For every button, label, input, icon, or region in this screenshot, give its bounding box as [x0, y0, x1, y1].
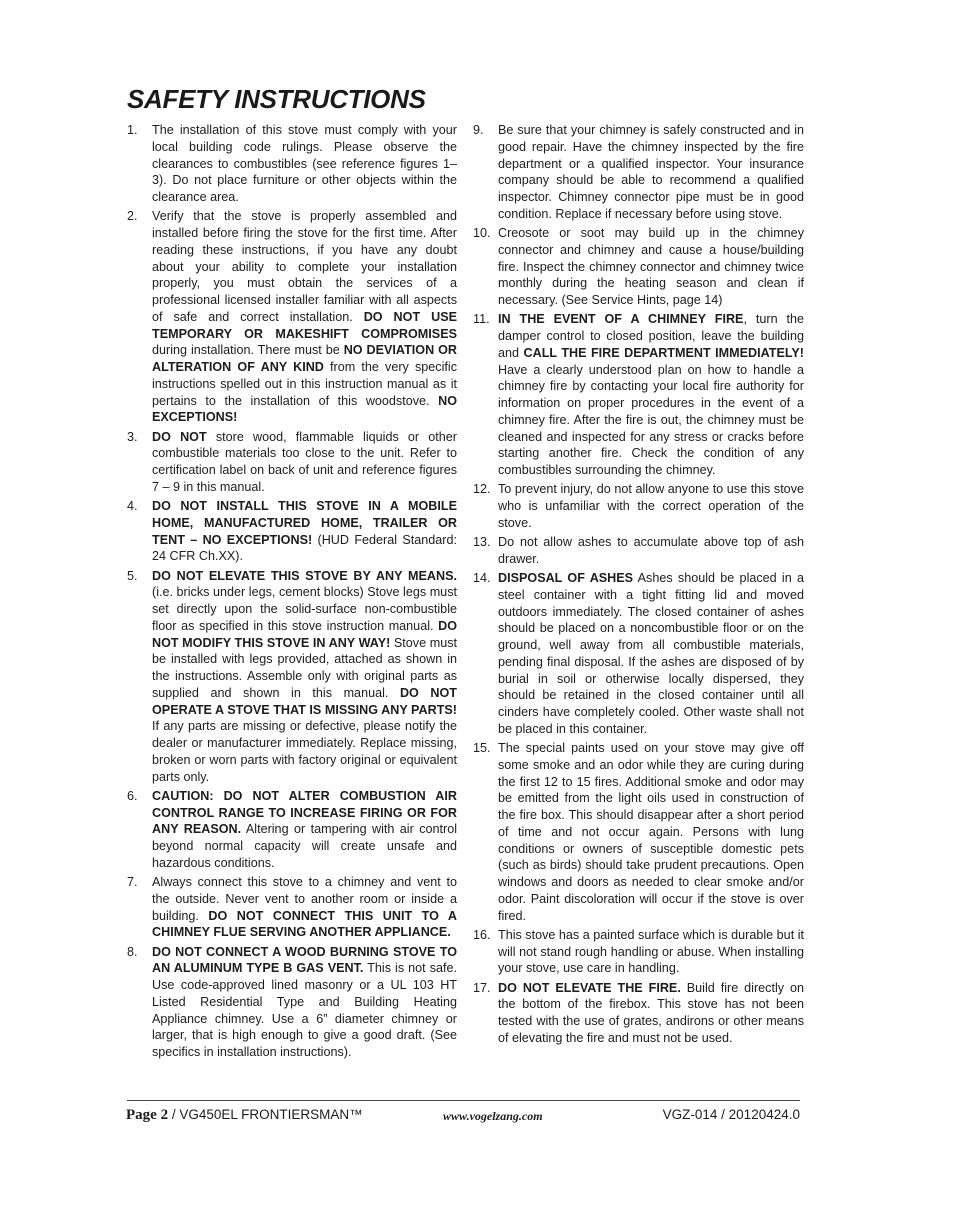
item-text: Ashes should be placed in a steel container with a tight fitting lid and moved outdoors immediately. The closed container of ashes should be placed on a noncombustible floor or on the ground, well away from all combustible materials, pending final disposal. If the ashes are disposed of by burial in soil or otherwise locally dispersed, they should be retained in the closed container until all cinders have completely cooled. Other waste shall not be placed in this container.: [498, 571, 805, 736]
item-number: 11.: [473, 312, 490, 327]
instruction-item: [473, 570, 804, 738]
instruction-item: [127, 208, 457, 426]
model-name: / VG450EL FRONTIERSMAN™: [168, 1107, 363, 1122]
item-text-bold: DO NOT: [152, 429, 207, 444]
item-number: 14.: [473, 571, 491, 585]
instruction-item: [127, 429, 457, 496]
instruction-item: [473, 927, 804, 977]
item-text: The installation of this stove must comply with your local building code rulings. Please observe the clearances to combustibles (see reference figures 1– 3). Do not place furniture or other objects within the clearance area.: [152, 123, 457, 204]
item-number: 2.: [127, 209, 138, 224]
item-number: 6.: [127, 788, 138, 803]
page-number: Page 2: [126, 1107, 169, 1123]
item-text: Be sure that your chimney is safely constructed and in good repair. Have the chimney inspected by the fire department or a qualified inspector. Your insurance company should be able to recommend a qualified inspector. Chimney connector pipe must be in good condition. Replace if necessary before using stove.: [498, 123, 804, 221]
item-text: store wood, flammable liquids or other combustible materials too close to the unit. Refer to certification label on back of unit and reference figures 7 – 9 in this manual.: [152, 429, 457, 494]
item-text-bold: DO NOT CONNECT THIS UNIT TO A CHIMNEY FLUE SERVING ANOTHER APPLIANCE.: [152, 908, 457, 940]
item-text-bold: DO NOT ELEVATE THIS STOVE BY ANY MEANS.: [152, 568, 457, 583]
item-text: Altering or tampering with air control beyond normal capacity will create unsafe and hazardous conditions.: [152, 822, 457, 870]
instruction-item: [127, 568, 457, 786]
instruction-item: [473, 122, 804, 223]
instruction-item: [127, 122, 457, 206]
item-number: 17.: [473, 980, 491, 995]
item-text-bold: NO EXCEPTIONS!: [152, 393, 457, 425]
item-text: , turn the damper control to closed position, leave the building and: [498, 312, 804, 360]
item-text: Always connect this stove to a chimney and vent to the outside. Never vent to another room or inside a building.: [152, 875, 457, 923]
item-number: 1.: [127, 123, 138, 137]
website-url[interactable]: www.vogelzang.com: [443, 1109, 543, 1123]
instruction-item: [473, 534, 804, 568]
item-number: 8.: [127, 944, 138, 959]
footer-rule: [127, 1100, 800, 1101]
instruction-item: [127, 944, 457, 1061]
item-number: 4.: [127, 499, 138, 513]
item-number: 12.: [473, 482, 491, 497]
item-number: 7.: [127, 875, 138, 889]
item-text: (HUD Federal Standard: 24 CFR Ch.XX).: [152, 532, 457, 564]
instruction-item: [127, 788, 457, 872]
item-text: from the very specific instructions spelled out in this instruction manual as it pertains to the installation of this woodstove.: [152, 360, 457, 408]
item-text-bold: DO NOT CONNECT A WOOD BURNING STOVE TO AN ALUMINUM TYPE B GAS VENT.: [152, 944, 457, 976]
item-text-bold: DO NOT OPERATE A STOVE THAT IS MISSING ANY PARTS!: [152, 685, 457, 717]
instruction-item: [473, 740, 804, 924]
item-text: Have a clearly understood plan on how to handle a chimney fire by contacting your local fire authority for information on proper procedures in the event of a chimney fire. After the fire is out, the chimney must be cleaned and inspected for any stress or cracks before starting another fire. Check the condition of any combustibles surrounding the chimney.: [498, 362, 804, 477]
item-number: 3.: [127, 429, 138, 444]
item-text: (i.e. bricks under legs, cement blocks) Stove legs must set directly upon the solid-surface non-combustible floor as specified in this stove instruction manual.: [152, 585, 457, 633]
item-text: This stove has a painted surface which is durable but it will not stand rough handling or abuse. When installing your stove, use care in handling.: [498, 927, 804, 976]
item-text: The special paints used on your stove may give off some smoke and an odor while they are curing during the first 12 to 15 fires. Additional smoke and odor may be emitted from the light oils used in construction of the fire box. This should disappear after a short period of time and not occur again. Persons with lung conditions or owners of susceptible domestic pets (such as birds) should take prudent precautions. Open windows and doors as needed to clear smoke and/or odor. Paint discoloration will occur if the stove is over fired.: [498, 741, 804, 923]
item-text: Build fire directly on the bottom of the firebox. This stove has not been tested with the use of grates, andirons or other means of elevating the fire and must not be used.: [498, 980, 804, 1045]
item-text: Do not allow ashes to accumulate above top of ash drawer.: [498, 535, 804, 566]
instruction-item: [473, 225, 804, 309]
page-title: SAFETY INSTRUCTIONS: [127, 84, 426, 114]
item-number: 9.: [473, 123, 484, 137]
item-text-bold: CALL THE FIRE DEPARTMENT IMMEDIATELY!: [523, 345, 805, 360]
instruction-item: [473, 311, 804, 479]
item-text: Creosote or soot may build up in the chimney connector and chimney and cause a house/building fire. Inspect the chimney connector and chimney twice monthly during the heating season and clean if necessary. (See Service Hints, page 14): [498, 226, 804, 307]
item-number: 5.: [127, 568, 138, 583]
instruction-item: [127, 498, 457, 565]
item-text-bold: DO NOT INSTALL THIS STOVE IN A MOBILE HOME, MANUFACTURED HOME, TRAILER OR TENT – NO EXCEPTIONS!: [152, 499, 457, 547]
item-text-bold: NO DEVIATION OR ALTERATION OF ANY KIND: [152, 343, 458, 374]
instruction-item: [473, 980, 804, 1047]
item-number: 16.: [473, 927, 491, 942]
item-text: If any parts are missing or defective, please notify the dealer or manufacturer immediately. Replace missing, broken or worn parts with factory original or equivalent parts only.: [152, 719, 457, 784]
left-column: [127, 122, 457, 1063]
item-text-bold: CAUTION: DO NOT ALTER COMBUSTION AIR CONTROL RANGE TO INCREASE FIRING OR FOR ANY REASON.: [152, 788, 457, 837]
item-text-bold: DO NOT USE TEMPORARY OR MAKESHIFT COMPROMISES: [152, 309, 458, 341]
item-text: Verify that the stove is properly assembled and installed before firing the stove for the first time. After reading these instructions, if you have any doubt about your ability to complete your installation properly, you must obtain the services of a professional licensed installer familiar with all aspects of safe and correct installation.: [152, 209, 457, 324]
instruction-item: [473, 481, 804, 531]
item-text-bold: DISPOSAL OF ASHES: [498, 571, 634, 585]
instruction-item: [127, 874, 457, 941]
footer-page-info: [126, 1107, 363, 1124]
item-number: 15.: [473, 741, 491, 755]
item-number: 13.: [473, 535, 491, 549]
item-text-bold: IN THE EVENT OF A CHIMNEY FIRE: [498, 312, 744, 327]
item-text: This is not safe. Use code-approved lined masonry or a UL 103 HT Listed Residential Type and Building Heating Appliance chimney. Use a 6” diameter chimney or larger, that is high enough to give a good draft. (See specifics in installation instructions).: [152, 961, 457, 1059]
item-text: Stove must be installed with legs provided, attached as shown in the instructions. Assemble only with original parts as supplied and shown in this manual.: [152, 635, 457, 700]
item-text: during installation. There must be: [152, 343, 344, 358]
item-text-bold: DO NOT ELEVATE THE FIRE.: [498, 980, 681, 995]
item-number: 10.: [473, 226, 491, 240]
document-code: VGZ-014 / 20120424.0: [662, 1107, 800, 1122]
right-column: [473, 122, 804, 1049]
item-text-bold: DO NOT MODIFY THIS STOVE IN ANY WAY!: [152, 618, 457, 650]
item-text: To prevent injury, do not allow anyone to use this stove who is unfamiliar with the correct operation of the stove.: [498, 482, 804, 530]
